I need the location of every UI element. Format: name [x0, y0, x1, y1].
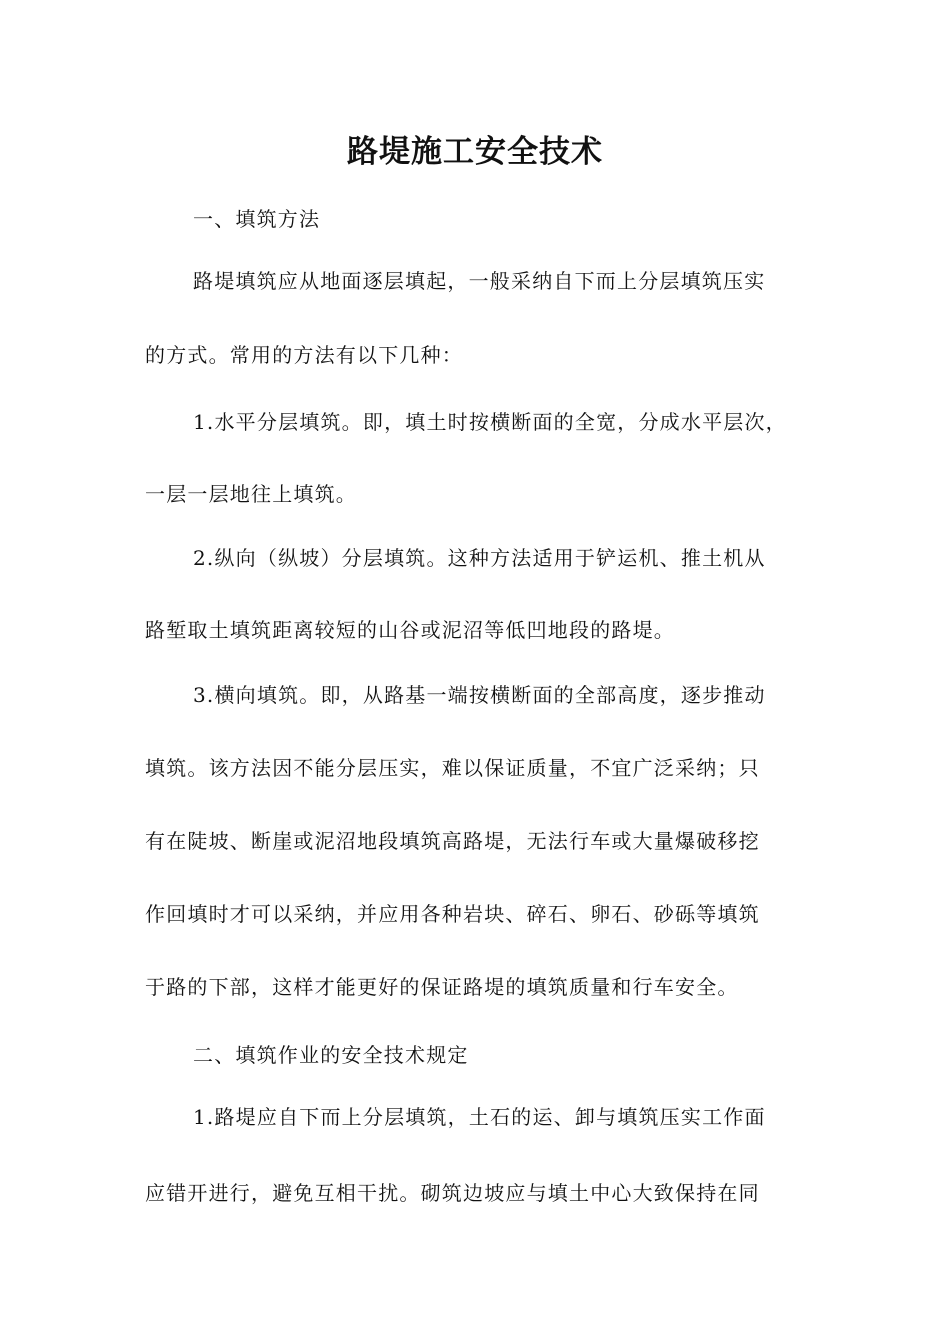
document-title: 路堤施工安全技术	[347, 134, 603, 170]
paragraph-line: 填筑。该方法因不能分层压实，难以保证质量，不宜广泛采纳；只	[145, 756, 760, 780]
section-heading-fill-methods: 一、填筑方法	[193, 207, 321, 231]
paragraph-line: 1.路堤应自下而上分层填筑，土石的运、卸与填筑压实工作面	[193, 1105, 766, 1129]
paragraph-line: 作回填时才可以采纳，并应用各种岩块、碎石、卵石、砂砾等填筑	[145, 902, 760, 926]
paragraph-line: 的方式。常用的方法有以下几种：	[145, 343, 463, 367]
paragraph-line: 2.纵向（纵坡）分层填筑。这种方法适用于铲运机、推土机从	[193, 546, 766, 570]
paragraph-line: 有在陡坡、断崖或泥沼地段填筑高路堤，无法行车或大量爆破移挖	[145, 829, 760, 853]
paragraph-line: 路堑取土填筑距离较短的山谷或泥沼等低凹地段的路堤。	[145, 618, 675, 642]
paragraph-line: 于路的下部，这样才能更好的保证路堤的填筑质量和行车安全。	[145, 975, 739, 999]
section-heading-safety-rules: 二、填筑作业的安全技术规定	[193, 1043, 469, 1067]
paragraph-line: 一层一层地往上填筑。	[145, 482, 357, 506]
paragraph-line: 1.水平分层填筑。即，填土时按横断面的全宽，分成水平层次，	[193, 410, 787, 434]
paragraph-line: 路堤填筑应从地面逐层填起，一般采纳自下而上分层填筑压实	[193, 269, 766, 293]
paragraph-line: 3.横向填筑。即，从路基一端按横断面的全部高度，逐步推动	[193, 683, 766, 707]
paragraph-line: 应错开进行，避免互相干扰。砌筑边坡应与填土中心大致保持在同	[145, 1181, 760, 1205]
